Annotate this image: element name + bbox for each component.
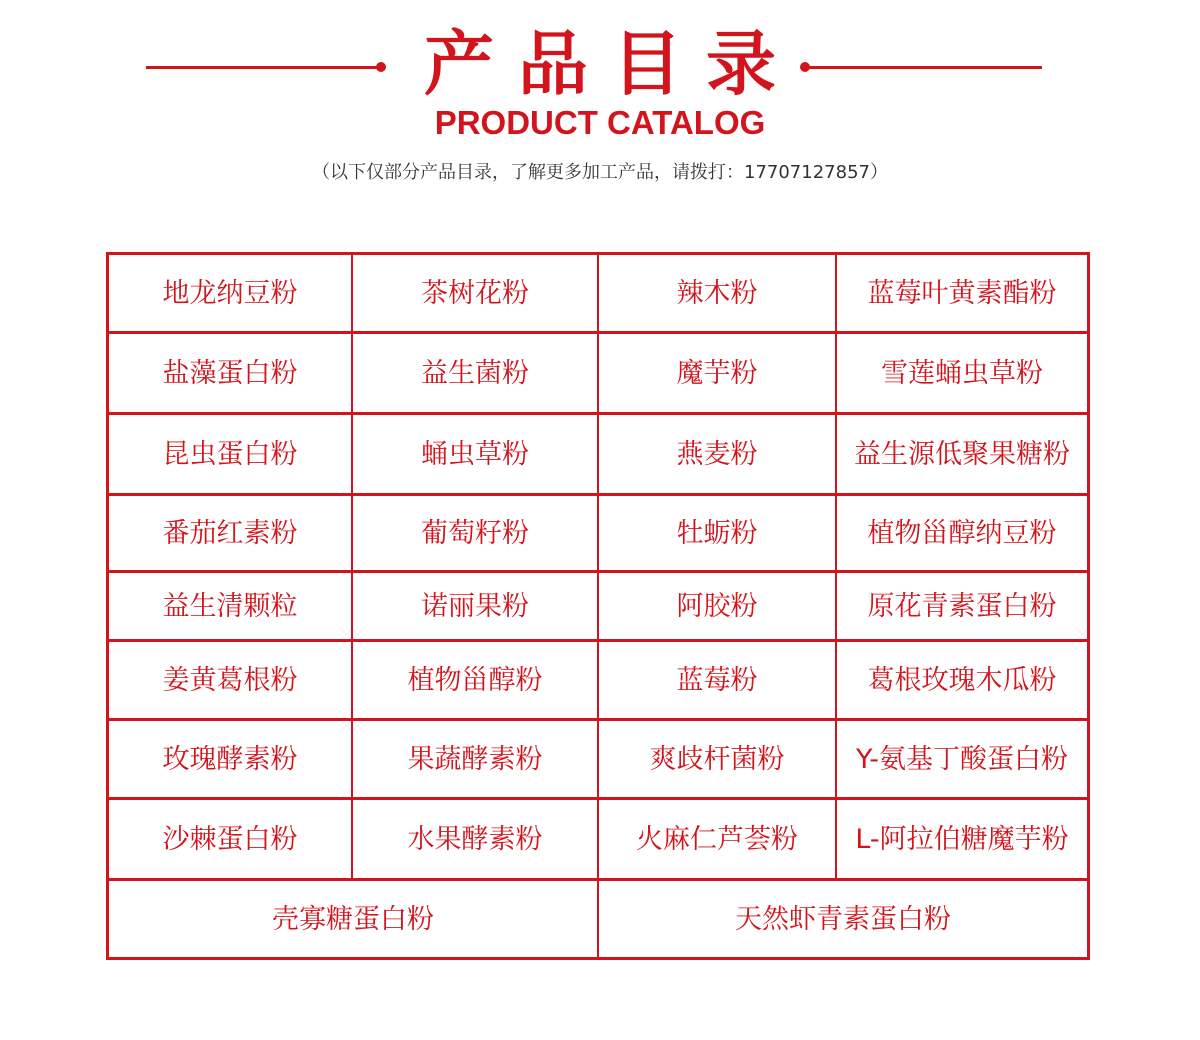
product-cell: 益生清颗粒: [109, 573, 351, 639]
product-cell: 辣木粉: [599, 255, 835, 331]
product-cell: 魔芋粉: [599, 334, 835, 412]
product-cell: 燕麦粉: [599, 415, 835, 493]
product-cell: 益生菌粉: [353, 334, 597, 412]
product-cell: 原花青素蛋白粉: [837, 573, 1087, 639]
right-divider-line: [808, 66, 1042, 69]
product-cell: 蓝莓叶黄素酯粉: [837, 255, 1087, 331]
product-cell: 植物甾醇粉: [353, 642, 597, 718]
product-cell: 蛹虫草粉: [353, 415, 597, 493]
product-cell: 阿胶粉: [599, 573, 835, 639]
product-cell: 玫瑰酵素粉: [109, 721, 351, 797]
product-cell: 沙棘蛋白粉: [109, 800, 351, 878]
product-cell: 爽歧杆菌粉: [599, 721, 835, 797]
catalog-subtitle: （以下仅部分产品目录，了解更多加工产品，请拨打：17707127857）: [312, 162, 888, 183]
product-cell: 葛根玫瑰木瓜粉: [837, 642, 1087, 718]
product-cell: 牡蛎粉: [599, 496, 835, 570]
product-cell-wide: 天然虾青素蛋白粉: [599, 881, 1087, 957]
product-cell: 植物甾醇纳豆粉: [837, 496, 1087, 570]
product-cell: 葡萄籽粉: [353, 496, 597, 570]
product-cell: 地龙纳豆粉: [109, 255, 351, 331]
product-cell: 雪莲蛹虫草粉: [837, 334, 1087, 412]
product-cell: 姜黄葛根粉: [109, 642, 351, 718]
product-cell: L-阿拉伯糖魔芋粉: [837, 800, 1087, 878]
page-title-english: PRODUCT CATALOG: [434, 104, 766, 141]
product-cell: 茶树花粉: [353, 255, 597, 331]
product-cell: 果蔬酵素粉: [353, 721, 597, 797]
product-cell: 诺丽果粉: [353, 573, 597, 639]
product-cell: Y-氨基丁酸蛋白粉: [837, 721, 1087, 797]
product-cell: 昆虫蛋白粉: [109, 415, 351, 493]
product-catalog-table: [106, 252, 1090, 960]
catalog-header: [0, 0, 1200, 200]
product-cell: 火麻仁芦荟粉: [599, 800, 835, 878]
product-cell: 益生源低聚果糖粉: [837, 415, 1087, 493]
product-cell-wide: 壳寡糖蛋白粉: [109, 881, 597, 957]
product-grid: [109, 255, 1087, 957]
product-cell: 盐藻蛋白粉: [109, 334, 351, 412]
product-cell: 水果酵素粉: [353, 800, 597, 878]
product-cell: 蓝莓粉: [599, 642, 835, 718]
page-title: 产品目录: [424, 23, 800, 105]
product-cell: 番茄红素粉: [109, 496, 351, 570]
